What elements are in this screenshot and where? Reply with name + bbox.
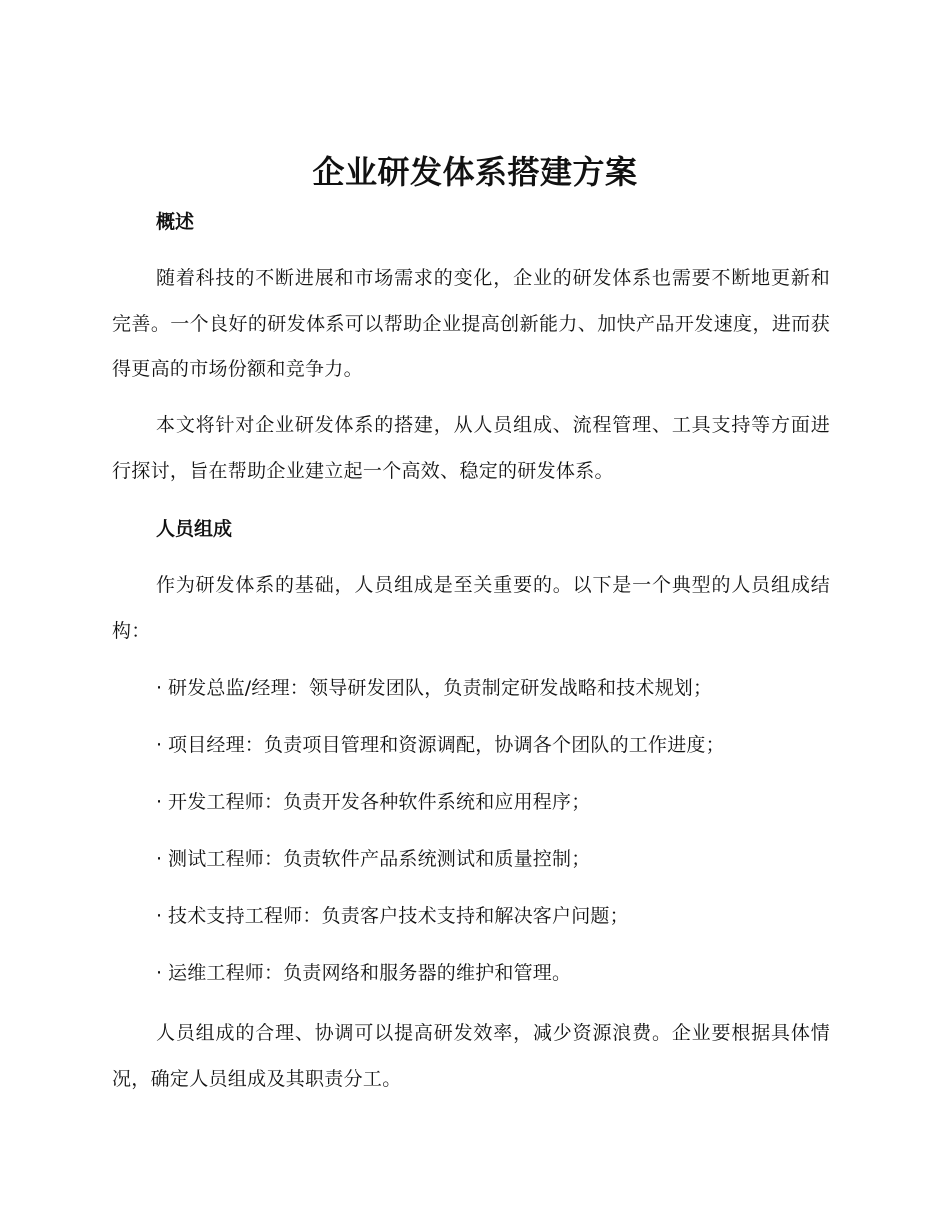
list-item-test-engineer — [156, 845, 836, 873]
list-item-support-engineer — [156, 902, 836, 930]
document-title: 企业研发体系搭建方案 — [312, 153, 638, 191]
bullet-icon: · — [156, 734, 163, 756]
list-item-text: 项目经理：负责项目管理和资源调配，协调各个团队的工作进度； — [168, 734, 725, 756]
list-item-text: 技术支持工程师：负责客户技术支持和解决客户问题； — [168, 905, 629, 927]
list-item-dev-engineer — [156, 788, 836, 816]
overview-paragraph-2: 本文将针对企业研发体系的搭建，从人员组成、流程管理、工具支持等方面进行探讨，旨在帮助企业建立起一个高效、稳定的研发体系。 — [112, 414, 830, 482]
bullet-icon: · — [156, 791, 163, 813]
section-heading-overview: 概述 — [156, 211, 195, 233]
list-item-rd-director — [156, 674, 836, 702]
bullet-icon: · — [156, 905, 163, 927]
list-item-ops-engineer — [156, 959, 836, 987]
list-item-text: 运维工程师：负责网络和服务器的维护和管理。 — [168, 962, 572, 984]
staffing-intro-paragraph: 作为研发体系的基础，人员组成是至关重要的。以下是一个典型的人员组成结构： — [112, 574, 830, 642]
staffing-closing-paragraph: 人员组成的合理、协调可以提高研发效率，减少资源浪费。企业要根据具体情况，确定人员组成及其职责分工。 — [112, 1022, 830, 1090]
section-heading-staffing: 人员组成 — [156, 518, 233, 540]
overview-paragraph-1: 随着科技的不断进展和市场需求的变化，企业的研发体系也需要不断地更新和完善。一个良好的研发体系可以帮助企业提高创新能力、加快产品开发速度，进而获得更高的市场份额和竞争力。 — [112, 267, 830, 380]
list-item-text: 开发工程师：负责开发各种软件系统和应用程序； — [168, 791, 591, 813]
list-item-text: 研发总监/经理：领导研发团队，负责制定研发战略和技术规划； — [168, 677, 713, 699]
list-item-text: 测试工程师：负责软件产品系统测试和质量控制； — [168, 848, 591, 870]
bullet-icon: · — [156, 962, 163, 984]
bullet-icon: · — [156, 848, 163, 870]
bullet-icon: · — [156, 677, 163, 699]
list-item-project-manager — [156, 731, 836, 759]
